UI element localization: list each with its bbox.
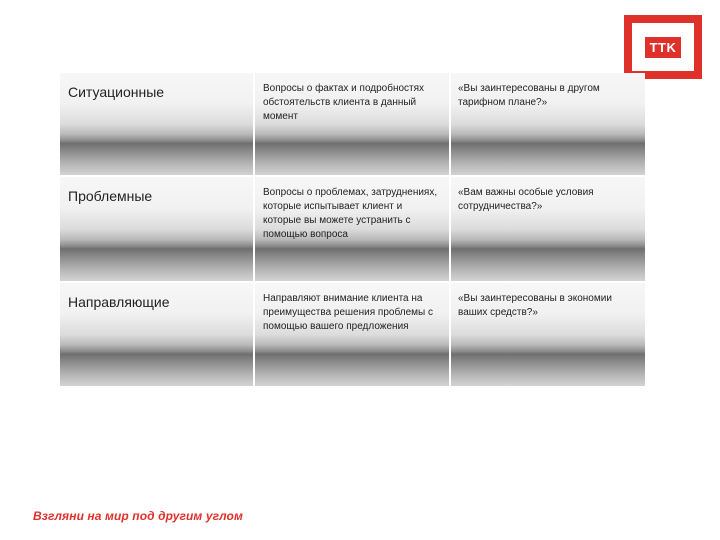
table-cell-description-problem: Вопросы о проблемах, затруднениях, которые испытывает клиент и которые вы можете устранить с помощью вопроса [255,177,451,283]
table-cell-type-situational: Ситуационные [60,73,255,177]
table-cell-example-problem: «Вам важны особые условия сотрудничества?» [451,177,645,283]
table-cell-description-situational: Вопросы о фактах и подробностях обстоятельств клиента в данный момент [255,73,451,177]
logo-text: TTK [645,37,682,58]
table-cell-type-problem: Проблемные [60,177,255,283]
questions-table [60,73,645,386]
ttk-logo [624,15,702,79]
table-cell-type-directing: Направляющие [60,283,255,386]
table-cell-example-directing: «Вы заинтересованы в экономии ваших средств?» [451,283,645,386]
table-cell-description-directing: Направляют внимание клиента на преимущества решения проблемы с помощью вашего предложения [255,283,451,386]
footer-slogan: Взгляни на мир под другим углом [33,509,243,523]
table-cell-example-situational: «Вы заинтересованы в другом тарифном плане?» [451,73,645,177]
